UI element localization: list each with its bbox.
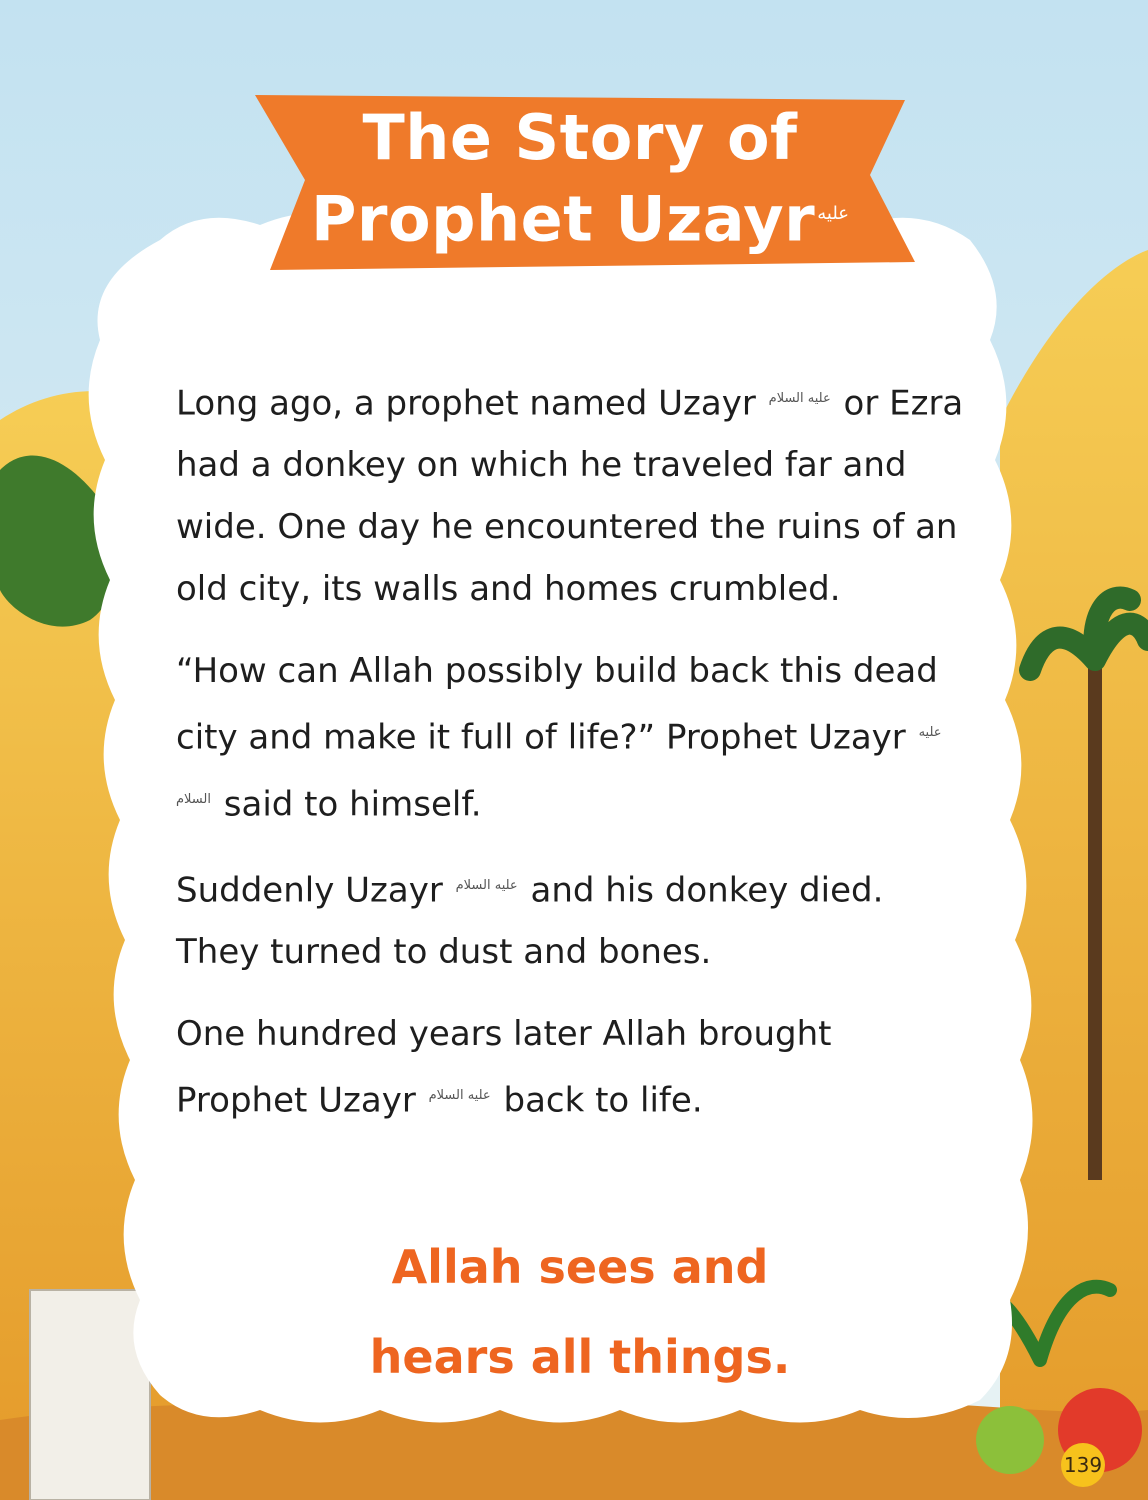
moral-text <box>320 1222 840 1402</box>
honorific-symbol: عليه السلام <box>428 1088 491 1104</box>
honorific-symbol: عليه السلام <box>176 725 942 807</box>
honorific-symbol: عليه السلام <box>768 391 831 406</box>
moral-line-1: Allah sees and <box>391 1240 769 1294</box>
fruit-green <box>976 1406 1044 1474</box>
page-title <box>300 100 860 339</box>
honorific-symbol: عليه السلام <box>555 203 850 306</box>
page-number: 139 <box>1061 1443 1105 1487</box>
story-paragraph-2: “How can Allah possibly build back this dead city and make it full of life?” Prophet Uzayr $^{عليه السلام}$ said to himself. <box>176 651 942 824</box>
story-text <box>176 368 966 1152</box>
story-paragraph-1: Long ago, a prophet named Uzayr $^{عليه السلام}$ or Ezra had a donkey on which he traveled far and wide. One day he encountered the ruins of an old city, its walls and homes crumbled. <box>176 383 964 610</box>
title-line-1: The Story of <box>362 101 798 174</box>
moral-line-2: hears all things. <box>369 1330 791 1384</box>
honorific-symbol: عليه السلام <box>455 877 518 893</box>
story-paragraph-4: One hundred years later Allah brought Prophet Uzayr $^{عليه السلام}$ back to life. <box>176 1014 832 1121</box>
ruin-pillar <box>30 1290 150 1500</box>
title-line-2: Prophet Uzayr $^{عليه السلام}$ <box>310 182 850 306</box>
story-paragraph-3: Suddenly Uzayr $^{عليه السلام}$ and his donkey died. They turned to dust and bones. <box>176 870 884 973</box>
